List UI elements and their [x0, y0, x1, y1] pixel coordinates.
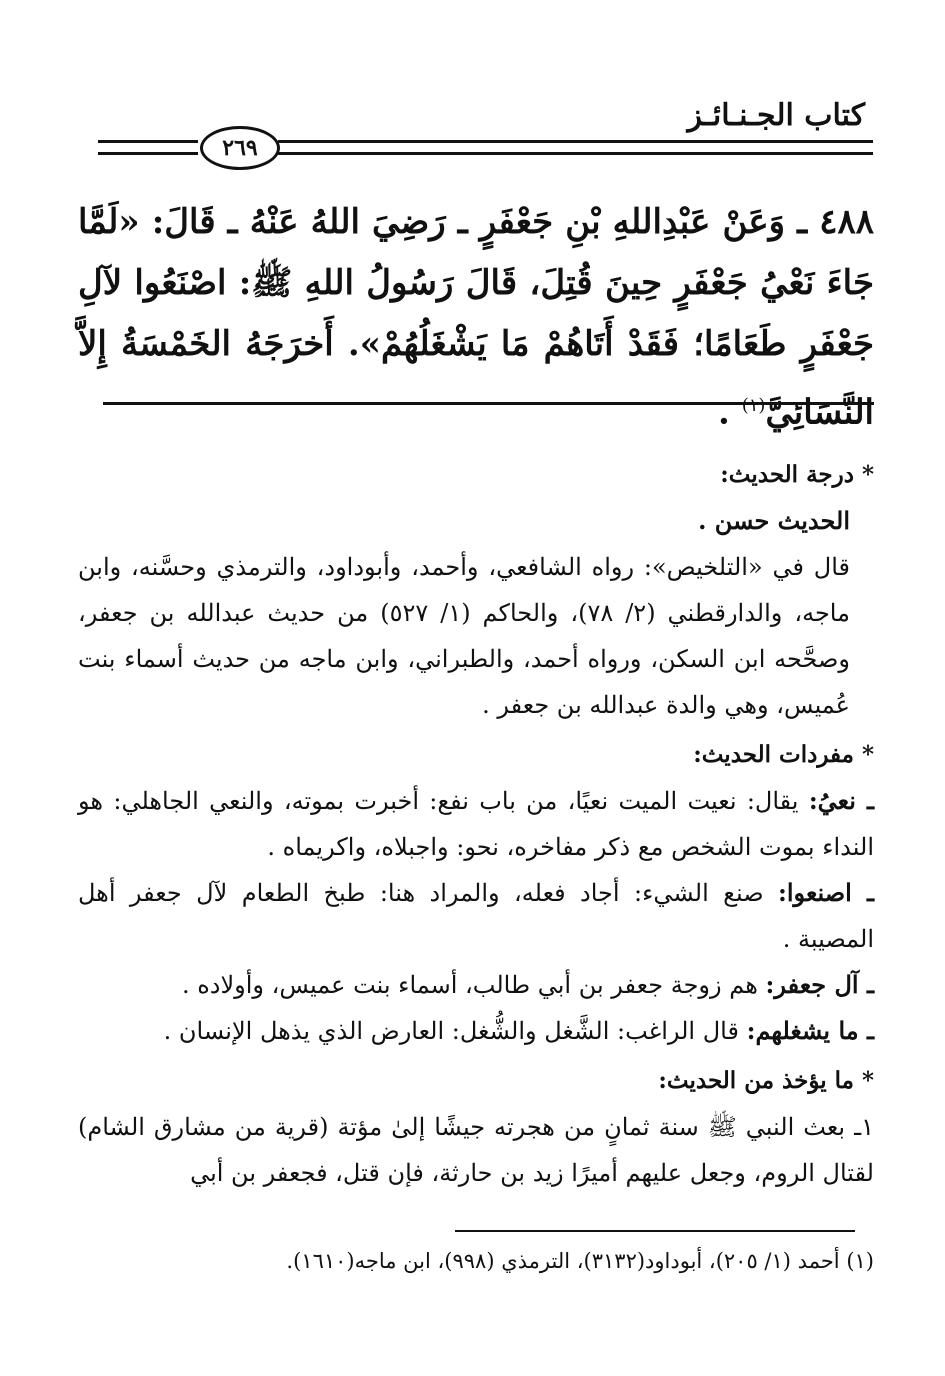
footnote: (١) أحمد (١/ ٢٠٥)، أبوداود(٣١٣٢)، الترمذي (٩٩٨)، ابن ماجه(١٦١٠).	[286, 1249, 874, 1273]
hadith-separator	[103, 402, 874, 405]
vocab-item	[78, 1008, 874, 1054]
hadith-end: .	[718, 392, 742, 433]
page-number	[200, 126, 280, 170]
footnote-reference: (١)	[741, 395, 766, 416]
vocab-term: ـ اصنعوا:	[778, 878, 874, 907]
footnote-separator	[455, 1230, 855, 1232]
vocab-definition: قال الراغب: الشَّغل والشُّغل: العارض الذي يذهل الإنسان .	[163, 1017, 747, 1045]
vocab-item	[78, 870, 874, 962]
hadith-text	[78, 192, 874, 443]
grade-verdict: الحديث حسن .	[698, 506, 850, 535]
vocab-term: ـ آل جعفر:	[765, 970, 874, 999]
vocab-definition: صنع الشيء: أجاد فعله، والمراد هنا: طبخ الطعام لآل جعفر أهل المصيبة .	[78, 879, 874, 953]
book-title: كتاب الجـنـائـز	[687, 98, 865, 133]
header-rule-left	[98, 140, 198, 155]
vocab-item	[78, 962, 874, 1008]
vocab-heading: * مفردات الحديث:	[693, 741, 874, 768]
vocab-item	[78, 778, 874, 870]
lessons-heading: * ما يؤخذ من الحديث:	[658, 1067, 874, 1094]
page-number-label: ٢٦٩	[222, 135, 258, 161]
lesson-item: ١ـ بعث النبي ﷺ سنة ثمانٍ من هجرته جيشًا إلىٰ مؤتة (قرية من مشارق الشام) لقتال الروم، وجعل عليهم أميرًا زيد بن حارثة، فإن قتل، فجعفر بن أبي	[78, 1113, 874, 1187]
hadith-number: ٤٨٨	[819, 202, 874, 242]
vocab-term: ـ نعيُ:	[808, 786, 875, 815]
vocab-definition: هم زوجة جعفر بن أبي طالب، أسماء بنت عميس، وأولاده .	[181, 971, 766, 999]
header-rule-right	[278, 140, 873, 155]
vocab-definition: يقال: نعيت الميت نعيًا، من باب نفع: أخبرت بموته، والنعي الجاهلي: هو النداء بموت الشخص مع ذكر مفاخره، نحو: واجبلاه، واكريماه .	[78, 787, 874, 861]
commentary	[78, 452, 874, 1196]
grade-paragraph: قال في «التلخيص»: رواه الشافعي، وأحمد، وأبوداود، والترمذي وحسَّنه، وابن ماجه، والدارقطني (٢/ ٧٨)، والحاكم (١/ ٥٢٧) من حديث عبدالله بن جعفر، وصحَّحه ابن السكن، ورواه أحمد، والطبراني، وابن ماجه من حديث أسماء بنت عُميس، وهي والدة عبدالله بن جعفر .	[78, 553, 850, 719]
vocab-term: ـ ما يشغلهم:	[746, 1016, 874, 1045]
hadith-body: ـ وَعَنْ عَبْدِاللهِ بْنِ جَعْفَرٍ ـ رَضِيَ اللهُ عَنْهُ ـ قَالَ: «لَمَّا جَاءَ نَعْيُ جَعْفَرٍ حِينَ قُتِلَ، قَالَ رَسُولُ اللهِ ﷺ: اصْنَعُوا لآلِ جَعْفَرٍ طَعَامًا؛ فَقَدْ أَتَاهُمْ مَا يَشْغَلُهُمْ». أَخرَجَهُ الخَمْسَةُ إِلاَّ النَّسَائِيَّ	[78, 202, 874, 433]
grade-heading: * درجة الحديث:	[720, 461, 874, 488]
